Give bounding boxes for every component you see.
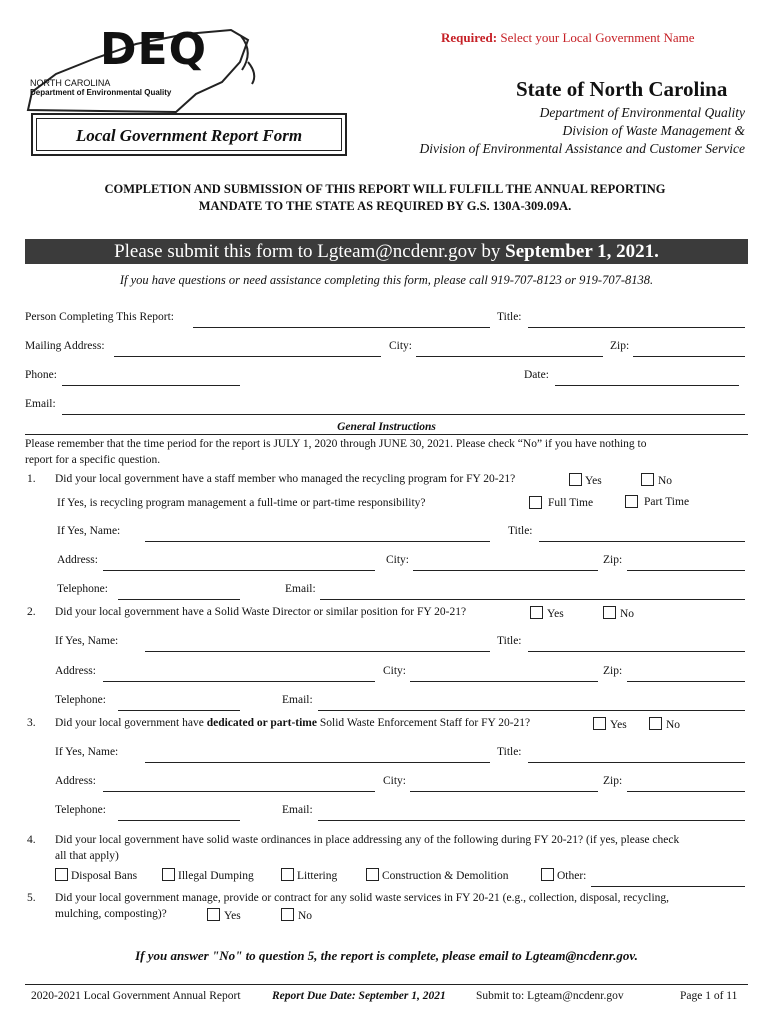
date-input[interactable] — [555, 370, 739, 386]
q2-email-input[interactable] — [318, 695, 745, 711]
agency-line-2: Division of Waste Management & — [562, 123, 745, 138]
q4-other-input[interactable] — [591, 871, 745, 887]
person-title-label: Title: — [497, 311, 522, 323]
q3-yes-checkbox[interactable] — [593, 717, 606, 730]
date-label: Date: — [524, 369, 549, 381]
q5-line-2: mulching, composting)? — [55, 908, 167, 920]
q3-email-input[interactable] — [318, 805, 745, 821]
q3-no-label: No — [666, 719, 681, 731]
q5-no-label: No — [298, 910, 313, 922]
instructions-heading: General Instructions — [337, 421, 436, 433]
person-title-input[interactable] — [528, 312, 745, 328]
q2-yes-checkbox[interactable] — [530, 606, 543, 619]
q2-zip-label: Zip: — [603, 665, 623, 677]
instructions-line-2: report for a specific question. — [25, 454, 161, 466]
q1-yes-label: Yes — [585, 475, 602, 487]
q2-name-label: If Yes, Name: — [55, 635, 119, 647]
email-label: Email: — [25, 398, 56, 410]
footer-rule — [25, 984, 748, 985]
q1-city-input[interactable] — [413, 555, 598, 571]
q2-no-checkbox[interactable] — [603, 606, 616, 619]
q4-other-label: Other: — [557, 870, 587, 882]
q4-disposal-bans-label: Disposal Bans — [71, 870, 138, 882]
q1-part-time-checkbox[interactable] — [625, 495, 638, 508]
banner-text: Please submit this form to Lgteam@ncdenr.gov by — [114, 241, 501, 262]
logo-state-text: NORTH CAROLINA — [30, 78, 111, 88]
mandate-line-2: MANDATE TO THE STATE AS REQUIRED BY G.S. 130A-309.09A. — [198, 199, 572, 213]
q1-name-input[interactable] — [145, 526, 490, 542]
person-label: Person Completing This Report: — [25, 311, 174, 323]
q1-sub-text: If Yes, is recycling program management a full-time or part-time responsibility? — [57, 497, 426, 509]
logo-wordmark: DEQ — [100, 24, 207, 75]
state-title: State of North Carolina — [516, 77, 728, 101]
mailing-city-input[interactable] — [416, 341, 603, 357]
email-input[interactable] — [62, 399, 745, 415]
q3-yes-label: Yes — [610, 719, 627, 731]
footer-due-date: Report Due Date: September 1, 2021 — [272, 990, 446, 1002]
q2-no-label: No — [620, 608, 635, 620]
q1-no-label: No — [658, 475, 673, 487]
q4-illegal-dumping-label: Illegal Dumping — [178, 870, 254, 882]
q1-full-time-checkbox[interactable] — [529, 496, 542, 509]
q1-email-input[interactable] — [320, 584, 745, 600]
footer-page-number: Page 1 of 11 — [680, 990, 738, 1002]
q1-number: 1. — [27, 473, 36, 485]
q5-no-checkbox[interactable] — [281, 908, 294, 921]
required-select-text: Select your Local Government Name — [500, 30, 695, 45]
q1-address-label: Address: — [57, 554, 98, 566]
q2-name-input[interactable] — [145, 636, 490, 652]
q3-telephone-label: Telephone: — [55, 804, 106, 816]
q2-text: Did your local government have a Solid Waste Director or similar position for FY 20-21? — [55, 606, 467, 618]
required-government-select[interactable] — [441, 30, 695, 46]
footer-submit-to: Submit to: Lgteam@ncdenr.gov — [476, 990, 624, 1002]
q1-telephone-input[interactable] — [118, 584, 240, 600]
mailing-input[interactable] — [114, 341, 381, 357]
q4-illegal-dumping-checkbox[interactable] — [162, 868, 175, 881]
q4-littering-label: Littering — [297, 870, 338, 882]
q2-email-label: Email: — [282, 694, 313, 706]
q1-full-time-label: Full Time — [548, 497, 594, 509]
q2-zip-input[interactable] — [627, 666, 745, 682]
q2-address-label: Address: — [55, 665, 96, 677]
q1-no-checkbox[interactable] — [641, 473, 654, 486]
form-title: Local Government Report Form — [36, 118, 342, 151]
q4-construction-demolition-checkbox[interactable] — [366, 868, 379, 881]
q3-telephone-input[interactable] — [118, 805, 240, 821]
logo-department-text: Department of Environmental Quality — [30, 88, 172, 97]
q3-address-input[interactable] — [103, 776, 375, 792]
q5-yes-checkbox[interactable] — [207, 908, 220, 921]
q4-number: 4. — [27, 834, 36, 846]
phone-input[interactable] — [62, 370, 240, 386]
q2-number: 2. — [27, 606, 36, 618]
q3-zip-label: Zip: — [603, 775, 623, 787]
instructions-rule — [25, 434, 748, 435]
mailing-city-label: City: — [389, 340, 413, 352]
q1-part-time-label: Part Time — [644, 496, 690, 508]
q5-yes-label: Yes — [224, 910, 241, 922]
footer-report-name: 2020-2021 Local Government Annual Report — [31, 990, 241, 1002]
mailing-zip-label: Zip: — [610, 340, 630, 352]
q1-title-input[interactable] — [539, 526, 745, 542]
q3-title-label: Title: — [497, 746, 522, 758]
q1-text: Did your local government have a staff member who managed the recycling program for FY 20-21? — [55, 473, 516, 485]
instructions-line-1: Please remember that the time period for the report is JULY 1, 2020 through JUNE 30, 2021. Please check “No” if you have nothing to — [25, 438, 647, 450]
submission-banner — [25, 239, 748, 264]
q1-city-label: City: — [386, 554, 410, 566]
mandate-notice — [20, 181, 750, 215]
q2-address-input[interactable] — [103, 666, 375, 682]
q4-construction-demolition-label: Construction & Demolition — [382, 870, 509, 882]
q4-littering-checkbox[interactable] — [281, 868, 294, 881]
q2-telephone-input[interactable] — [118, 695, 240, 711]
q2-telephone-label: Telephone: — [55, 694, 106, 706]
q3-text — [55, 716, 530, 730]
q3-no-checkbox[interactable] — [649, 717, 662, 730]
q3-city-input[interactable] — [410, 776, 598, 792]
q3-title-input[interactable] — [528, 747, 745, 763]
q1-title-label: Title: — [508, 525, 533, 537]
mandate-line-1: COMPLETION AND SUBMISSION OF THIS REPORT WILL FULFILL THE ANNUAL REPORTING — [104, 182, 666, 196]
agency-line-3: Division of Environmental Assistance and Customer Service — [419, 141, 745, 156]
q1-address-input[interactable] — [103, 555, 375, 571]
q2-title-input[interactable] — [528, 636, 745, 652]
q2-yes-label: Yes — [547, 608, 564, 620]
mailing-zip-input[interactable] — [633, 341, 745, 357]
q3-number: 3. — [27, 717, 36, 729]
banner-deadline: September 1, 2021. — [505, 241, 659, 262]
q4-disposal-bans-checkbox[interactable] — [55, 868, 68, 881]
q2-city-label: City: — [383, 665, 407, 677]
q1-email-label: Email: — [285, 583, 316, 595]
q3-name-input[interactable] — [145, 747, 490, 763]
q2-title-label: Title: — [497, 635, 522, 647]
q1-name-label: If Yes, Name: — [57, 525, 121, 537]
form-title-box — [31, 113, 347, 156]
q3-text-bold: dedicated or part-time — [206, 717, 317, 729]
q1-zip-input[interactable] — [627, 555, 745, 571]
q2-city-input[interactable] — [410, 666, 598, 682]
required-label: Required: — [441, 30, 498, 45]
q3-name-label: If Yes, Name: — [55, 746, 119, 758]
closing-note: If you answer "No" to question 5, the report is complete, please email to Lgteam@ncdenr.gov. — [135, 948, 638, 963]
q5-number: 5. — [27, 892, 36, 904]
phone-label: Phone: — [25, 369, 57, 381]
q1-telephone-label: Telephone: — [57, 583, 108, 595]
q5-line-1: Did your local government manage, provide or contract for any solid waste services in FY 20-21 (e.g., collection, disposal, recycling, — [55, 892, 670, 904]
mailing-label: Mailing Address: — [25, 340, 105, 352]
q1-yes-checkbox[interactable] — [569, 473, 582, 486]
person-input[interactable] — [193, 312, 490, 328]
agency-line-1: Department of Environmental Quality — [539, 105, 745, 120]
help-text: If you have questions or need assistance completing this form, please call 919-707-8123 or 919-707-8138. — [119, 273, 654, 287]
q4-line-1: Did your local government have solid waste ordinances in place addressing any of the following during FY 20-21? (if yes, please check — [55, 834, 680, 846]
q4-other-checkbox[interactable] — [541, 868, 554, 881]
q3-text-post: Solid Waste Enforcement Staff for FY 20-21? — [317, 717, 531, 729]
q3-city-label: City: — [383, 775, 407, 787]
q1-zip-label: Zip: — [603, 554, 623, 566]
q3-zip-input[interactable] — [627, 776, 745, 792]
q4-line-2: all that apply) — [55, 850, 119, 862]
q3-address-label: Address: — [55, 775, 96, 787]
q3-email-label: Email: — [282, 804, 313, 816]
q3-text-pre: Did your local government have — [55, 717, 207, 729]
agency-block — [325, 104, 745, 158]
